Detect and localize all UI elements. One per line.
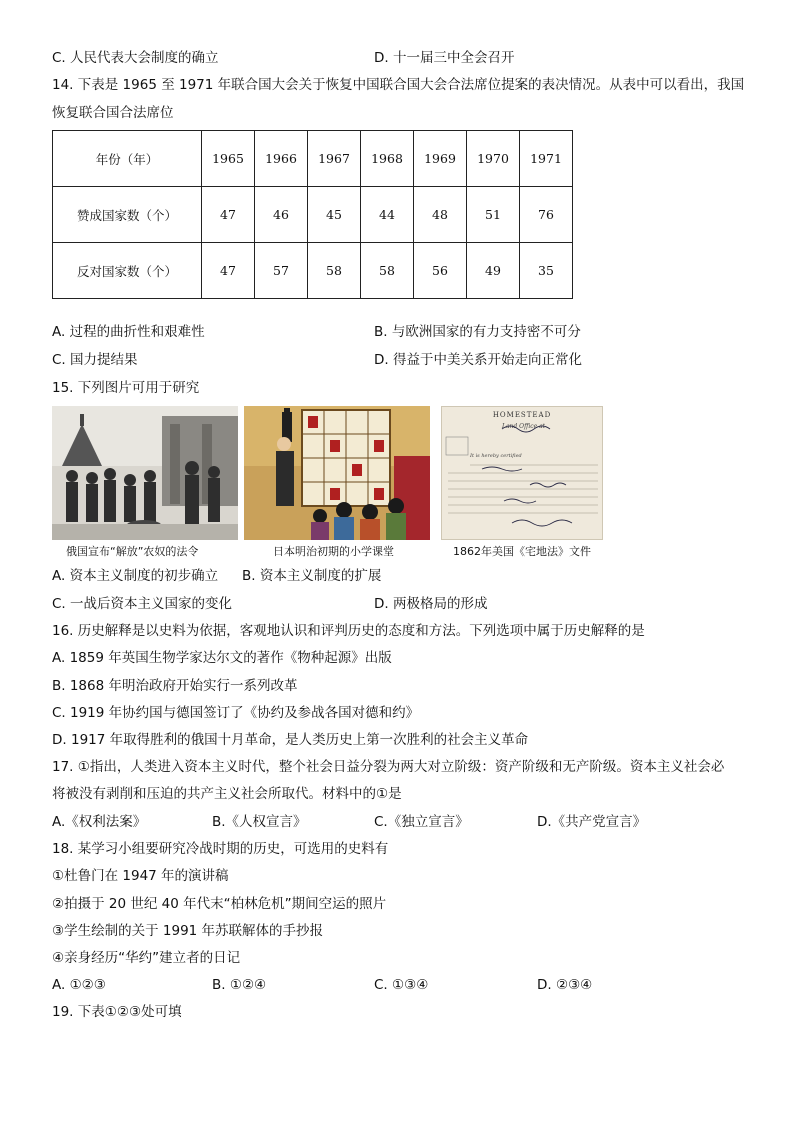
table-year-cell: 1966 — [255, 131, 308, 187]
homestead-title: HOMESTEAD — [492, 411, 552, 419]
table-cell: 45 — [308, 187, 361, 243]
table-row-label: 赞成国家数（个） — [53, 187, 202, 243]
table-cell: 48 — [414, 187, 467, 243]
table-row — [53, 131, 573, 187]
q17-stem-line1: 17. ①指出，人类进入资本主义时代，整个社会日益分裂为两大对立阶级：资产阶级和无产阶级。资本主义社会必 — [52, 759, 725, 775]
q19-stem: 19. 下表①②③处可填 — [52, 1004, 182, 1020]
q18-item-2: ②拍摄于 20 世纪 40 年代末“柏林危机”期间空运的照片 — [52, 896, 387, 912]
homestead-certified-text: It is hereby certified — [470, 453, 522, 459]
q16-stem: 16. 历史解释是以史料为依据，客观地认识和评判历史的态度和方法。下列选项中属于历史解释的是 — [52, 623, 645, 639]
q18-item-4: ④亲身经历“华约”建立者的日记 — [52, 950, 241, 966]
table-cell: 49 — [467, 243, 520, 299]
table-cell: 58 — [361, 243, 414, 299]
q17-option-b: B.《人权宣言》 — [212, 814, 307, 830]
table-year-cell: 1967 — [308, 131, 361, 187]
q14-option-d: D. 得益于中美关系开始走向正常化 — [374, 352, 582, 368]
q15-option-b: B. 资本主义制度的扩展 — [242, 568, 382, 584]
q18-option-b: B. ①②④ — [212, 977, 267, 993]
table-cell: 58 — [308, 243, 361, 299]
q16-option-a: A. 1859 年英国生物学家达尔文的著作《物种起源》出版 — [52, 650, 392, 666]
table-row — [53, 243, 573, 299]
table-cell: 57 — [255, 243, 308, 299]
q17-option-d: D.《共产党宣言》 — [537, 814, 647, 830]
q18-item-3: ③学生绘制的关于 1991 年苏联解体的手抄报 — [52, 923, 324, 939]
table-cell: 47 — [202, 187, 255, 243]
meiji-classroom-picture — [244, 406, 430, 540]
table-cell: 76 — [520, 187, 573, 243]
table-cell: 51 — [467, 187, 520, 243]
q17-option-a: A.《权利法案》 — [52, 814, 147, 830]
table-year-cell: 1968 — [361, 131, 414, 187]
q18-option-a: A. ①②③ — [52, 977, 106, 993]
table-row — [53, 187, 573, 243]
q16-option-c: C. 1919 年协约国与德国签订了《协约及参战各国对德和约》 — [52, 705, 420, 721]
table-year-cell: 1971 — [520, 131, 573, 187]
caption-meiji-classroom: 日本明治初期的小学课堂 — [273, 545, 394, 558]
table-year-cell: 1970 — [467, 131, 520, 187]
q14-option-c: C. 国力提结果 — [52, 352, 138, 368]
serf-emancipation-engraving — [52, 406, 238, 540]
q15-stem: 15. 下列图片可用于研究 — [52, 380, 200, 396]
homestead-subtitle: Land Office at — [502, 423, 546, 430]
q14-option-b: B. 与欧洲国家的有力支持密不可分 — [374, 324, 581, 340]
q13-option-d: D. 十一届三中全会召开 — [374, 50, 515, 66]
q18-stem: 18. 某学习小组要研究冷战时期的历史，可选用的史料有 — [52, 841, 389, 857]
q17-stem-line2: 将被没有剥削和压迫的共产主义社会所取代。材料中的①是 — [52, 786, 402, 802]
caption-serf-emancipation: 俄国宣布“解放”农奴的法令 — [66, 545, 199, 558]
table-header-label: 年份（年） — [53, 131, 202, 187]
q14-option-a: A. 过程的曲折性和艰难性 — [52, 324, 205, 340]
table-cell: 56 — [414, 243, 467, 299]
table-year-cell: 1965 — [202, 131, 255, 187]
q15-option-a: A. 资本主义制度的初步确立 — [52, 568, 219, 584]
q14-stem-line1: 14. 下表是 1965 至 1971 年联合国大会关于恢复中国联合国大会合法席位提案的表决情况。从表中可以看出，我国 — [52, 77, 745, 93]
q17-option-c: C.《独立宣言》 — [374, 814, 469, 830]
q18-option-c: C. ①③④ — [374, 977, 429, 993]
caption-homestead-act: 1862年美国《宅地法》文件 — [453, 545, 591, 558]
table-row-label: 反对国家数（个） — [53, 243, 202, 299]
table-year-cell: 1969 — [414, 131, 467, 187]
q13-option-c: C. 人民代表大会制度的确立 — [52, 50, 219, 66]
table-cell: 44 — [361, 187, 414, 243]
q14-stem-line2: 恢复联合国合法席位 — [52, 105, 174, 121]
q16-option-d: D. 1917 年取得胜利的俄国十月革命，是人类历史上第一次胜利的社会主义革命 — [52, 732, 529, 748]
table-cell: 47 — [202, 243, 255, 299]
q16-option-b: B. 1868 年明治政府开始实行一系列改革 — [52, 678, 298, 694]
table-cell: 35 — [520, 243, 573, 299]
q18-item-1: ①杜鲁门在 1947 年的演讲稿 — [52, 868, 229, 884]
q15-option-d: D. 两极格局的形成 — [374, 596, 488, 612]
q15-option-c: C. 一战后资本主义国家的变化 — [52, 596, 233, 612]
homestead-document-picture — [441, 406, 603, 540]
table-cell: 46 — [255, 187, 308, 243]
q18-option-d: D. ②③④ — [537, 977, 593, 993]
un-vote-table — [52, 130, 573, 299]
